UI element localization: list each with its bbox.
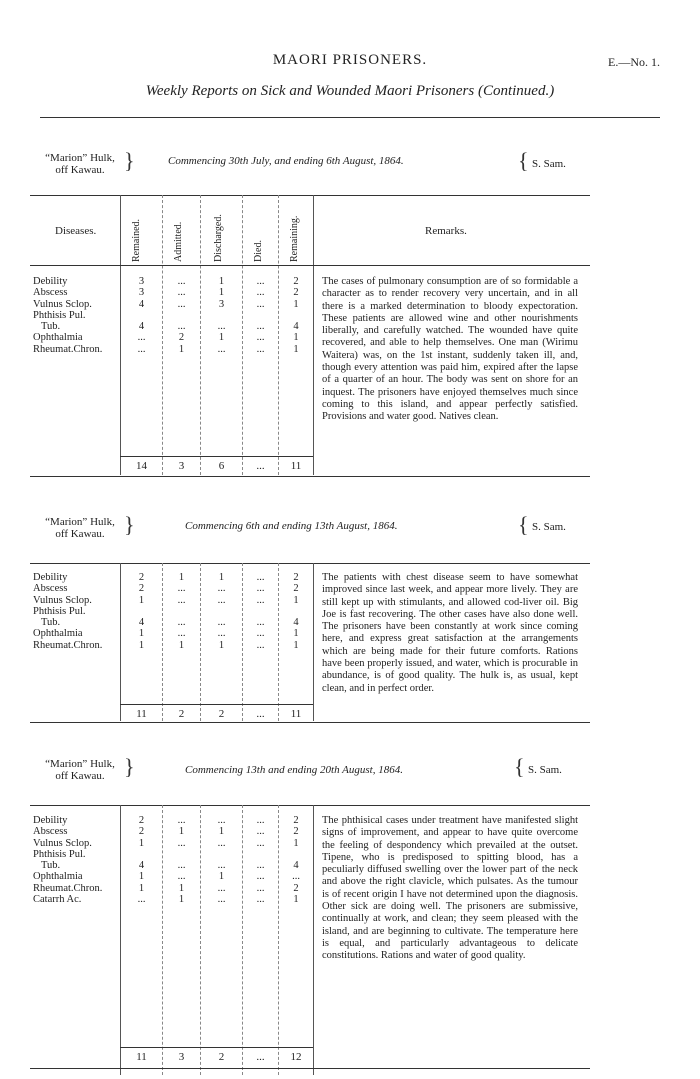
total-remained: 14 bbox=[136, 460, 147, 472]
died-column: ... ... ... ... ... ... bbox=[256, 572, 265, 651]
remained-column: 2 2 1 4 1 1 ... bbox=[137, 815, 146, 906]
total-discharged: 2 bbox=[218, 708, 225, 720]
disease-list: Debility Abscess Vulnus Sclop. Phthisis Pul. Tub. Ophthalmia Rheumat.Chron. bbox=[33, 572, 103, 651]
column-header-discharged: Discharged. bbox=[213, 214, 224, 262]
page-subtitle: Weekly Reports on Sick and Wounded Maori Prisoners (Continued.) bbox=[145, 83, 555, 99]
total-died: ... bbox=[256, 708, 265, 720]
remaining-column: 2 2 1 4 1 1 bbox=[293, 276, 299, 355]
brace-icon: } bbox=[124, 148, 135, 173]
discharged-column: ... 1 ... ... 1 ... ... bbox=[217, 815, 226, 906]
report-period: Commencing 6th and ending 13th August, 1864. bbox=[185, 520, 398, 532]
header-rule bbox=[40, 117, 660, 118]
column-header-remained: Remained. bbox=[131, 218, 142, 262]
total-remaining: 11 bbox=[290, 708, 302, 720]
total-died: ... bbox=[256, 460, 265, 472]
report-remarks: The phthisical cases under treatment have manifested slight signs of improvement, and appear to have quite overcome the feeling of despondency which prevailed at the outset. Tipene, who is predisposed to spitting blood, has a peculiarly diffused swelling over the lower part of the neck and above the right clavicle, which pulsates. As the tumour is of recent origin I have not determined upon the diagnosis. Other sick are doing well. The prisoners are submissive, continually at work, and clean; they seem pleased with the island, and are beginning to cultivate. The temperature here is equal, and particularly advantageous to delicate constitutions. Rations and water of good quality. bbox=[322, 815, 578, 962]
total-remaining: 12 bbox=[290, 1051, 302, 1063]
discharged-column: 1 ... ... ... ... 1 bbox=[217, 572, 226, 651]
total-discharged: 2 bbox=[218, 1051, 225, 1063]
column-header-remaining: Remaining. bbox=[289, 215, 300, 262]
report-remarks: The cases of pulmonary consumption are of so formidable a character as to render recovery very uncertain, and in all there is a marked determination to bloody expectoration. These patients are allowed wine and other nourishments liberally, and carefully watched. The wounded have quite recovered, and able to help themselves. One man (Wirimu Waitera) was, on the 1st instant, suddenly taken ill, and, though every attention was paid him, expired after the lapse of a quarter of an hour. The body was sent on shore for an inquest. The prisoners have enjoyed themselves much since coming to this island, and appear perfectly satisfied. Provisions and water good. Natives clean. bbox=[322, 276, 578, 423]
report-signature: S. Sam. bbox=[528, 764, 562, 776]
died-column: ... ... ... ... ... ... ... bbox=[256, 815, 265, 906]
discharged-column: 1 1 3 ... 1 ... bbox=[217, 276, 226, 355]
brace-icon: { bbox=[518, 512, 529, 537]
total-remaining: 11 bbox=[290, 460, 302, 472]
page-title: MAORI PRISONERS. bbox=[272, 52, 428, 68]
brace-icon: } bbox=[124, 512, 135, 537]
disease-list: Debility Abscess Vulnus Sclop. Phthisis Pul. Tub. Ophthalmia Rheumat.Chron. bbox=[33, 276, 103, 355]
report-location: “Marion” Hulk, off Kawau. bbox=[45, 152, 115, 176]
remained-column: 3 3 4 4 ... ... bbox=[137, 276, 146, 355]
admitted-column: ... ... ... ... 2 1 bbox=[177, 276, 186, 355]
total-remained: 11 bbox=[136, 1051, 147, 1063]
remaining-column: 2 2 1 4 ... 2 1 bbox=[292, 815, 300, 906]
total-admitted: 3 bbox=[178, 460, 185, 472]
brace-icon: { bbox=[518, 148, 529, 173]
report-signature: S. Sam. bbox=[532, 521, 566, 533]
total-discharged: 6 bbox=[218, 460, 225, 472]
remaining-column: 2 2 1 4 1 1 bbox=[293, 572, 299, 651]
report-remarks: The patients with chest disease seem to have somewhat improved since last week, and appear more lively. They are still kept up with stimulants, and allowed cod-liver oil. Big Joe is fast recovering. The other cases have also done well. The prisoners have been constantly at work since coming here, and express great satisfaction at the arrangements which are being made for their future comforts. Rations have been properly issued, and water, which is procurable in abundance, is of good quality. The hulk is, as usual, kept clean, and in perfect order. bbox=[322, 572, 578, 694]
total-died: ... bbox=[256, 1051, 265, 1063]
column-header-admitted: Admitted. bbox=[173, 221, 184, 262]
admitted-column: 1 ... ... ... ... 1 bbox=[177, 572, 186, 651]
column-header-died: Died. bbox=[253, 240, 264, 262]
column-header-diseases: Diseases. bbox=[55, 225, 97, 237]
document-reference: E.—No. 1. bbox=[608, 55, 660, 69]
brace-icon: } bbox=[124, 754, 135, 779]
total-admitted: 3 bbox=[178, 1051, 185, 1063]
remained-column: 2 2 1 4 1 1 bbox=[138, 572, 145, 651]
report-location: “Marion” Hulk, off Kawau. bbox=[45, 516, 115, 540]
report-signature: S. Sam. bbox=[532, 158, 566, 170]
report-period: Commencing 13th and ending 20th August, 1864. bbox=[185, 764, 403, 776]
disease-list: Debility Abscess Vulnus Sclop. Phthisis Pul. Tub. Ophthalmia Rheumat.Chron. Catarrh Ac. bbox=[33, 815, 103, 906]
died-column: ... ... ... ... ... ... bbox=[256, 276, 265, 355]
admitted-column: ... 1 ... ... ... 1 1 bbox=[177, 815, 186, 906]
report-period: Commencing 30th July, and ending 6th August, 1864. bbox=[168, 155, 404, 167]
report-location: “Marion” Hulk, off Kawau. bbox=[45, 758, 115, 782]
brace-icon: { bbox=[514, 754, 525, 779]
total-admitted: 2 bbox=[178, 708, 185, 720]
column-header-remarks: Remarks. bbox=[425, 225, 467, 237]
total-remained: 11 bbox=[136, 708, 147, 720]
